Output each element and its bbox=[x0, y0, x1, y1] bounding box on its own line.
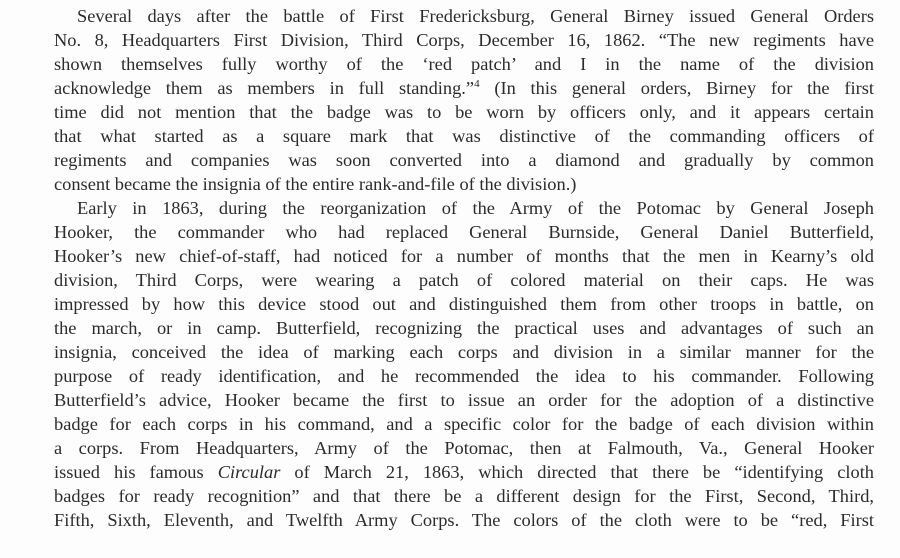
text-line: Hooker, the commander who had replaced General Burnside, General Daniel Butterfield, bbox=[54, 222, 874, 242]
text-line bbox=[54, 76, 874, 100]
text-line: Early in 1863, during the reorganization of the Army of the Potomac by General Joseph bbox=[77, 198, 874, 218]
paragraph-1 bbox=[54, 4, 874, 196]
text-line: time did not mention that the badge was to be worn by officers only, and it appears certain bbox=[54, 102, 874, 122]
text-line: badge for each corps in his command, and a specific color for the badge of each division within bbox=[54, 414, 874, 434]
text-line: the march, or in camp. Butterfield, recognizing the practical uses and advantages of such an bbox=[54, 318, 874, 338]
text-segment: of March 21, 1863, which directed that there be “identifying cloth bbox=[280, 462, 874, 482]
text-line: regiments and companies was soon converted into a diamond and gradually by common bbox=[54, 150, 874, 170]
text-line: that what started as a square mark that was distinctive of the commanding officers of bbox=[54, 126, 874, 146]
text-line: badges for ready recognition” and that there be a different design for the First, Second, Third, bbox=[54, 486, 874, 506]
text-line: purpose of ready identification, and he recommended the idea to his commander. Following bbox=[54, 366, 874, 386]
paragraph-2 bbox=[54, 196, 874, 536]
text-segment: acknowledge them as members in full standing.” bbox=[54, 78, 475, 98]
text-line: Several days after the battle of First Fredericksburg, General Birney issued General Orders bbox=[77, 6, 874, 26]
text-line: shown themselves fully worthy of the ‘red patch’ and I in the name of the division bbox=[54, 54, 874, 74]
text-line: Fifth, Sixth, Eleventh, and Twelfth Army Corps. The colors of the cloth were to be “red, First bbox=[54, 510, 874, 530]
text-segment: (In this general orders, Birney for the first bbox=[479, 78, 874, 98]
text-line: consent became the insignia of the entire rank-and-file of the division.) bbox=[54, 174, 577, 194]
text-line: division, Third Corps, were wearing a patch of colored material on their caps. He was bbox=[54, 270, 874, 290]
text-line bbox=[54, 460, 874, 484]
footnote-marker: 4 bbox=[474, 77, 480, 90]
text-line: Hooker’s new chief-of-staff, had noticed for a number of months that the men in Kearny’s old bbox=[54, 246, 874, 266]
text-line: a corps. From Headquarters, Army of the Potomac, then at Falmouth, Va., General Hooker bbox=[54, 438, 874, 458]
text-line: No. 8, Headquarters First Division, Third Corps, December 16, 1862. “The new regiments have bbox=[54, 30, 874, 50]
text-line: insignia, conceived the idea of marking each corps and division in a similar manner for the bbox=[54, 342, 874, 362]
text-line: Butterfield’s advice, Hooker became the first to issue an order for the adoption of a distinctive bbox=[54, 390, 874, 410]
circular-title: Circular bbox=[217, 462, 281, 482]
text-segment: issued his famous bbox=[54, 462, 218, 482]
text-line: impressed by how this device stood out and distinguished them from other troops in battle, on bbox=[54, 294, 874, 314]
